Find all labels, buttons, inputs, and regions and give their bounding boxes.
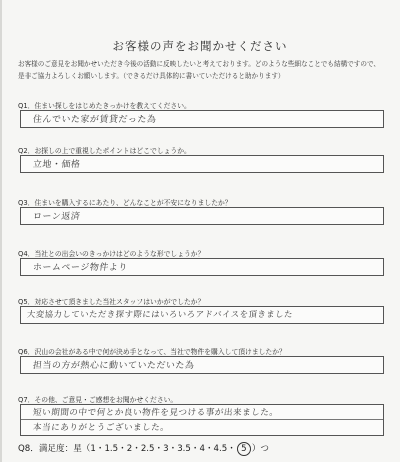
question-2-label: Q2．お探しの上で重視したポイントはどこでしょうか。 (18, 147, 191, 155)
answer-2-box (20, 155, 384, 173)
rating-option-4-5: 4.5 (213, 444, 228, 454)
answer-7-box (20, 404, 384, 436)
rating-separator: ・ (227, 444, 236, 454)
answer-6-text: 担当の方が熱心に動いていただいた為 (32, 361, 195, 371)
answer-4-box (20, 258, 384, 276)
rating-option-1-5: 1.5 (104, 444, 119, 454)
page-title: お客様の声をお聞かせください (112, 39, 288, 53)
rating-options (90, 444, 251, 454)
answer-5-text: 大変協力していただき探す際にはいろいろアドバイスを頂きました (26, 309, 294, 319)
rating-separator: ・ (118, 444, 127, 454)
rating-separator: ・ (168, 444, 178, 454)
rating-option-4: 4 (199, 444, 205, 454)
rating-option-2: 2 (126, 444, 133, 454)
answer-3-text: ローン返済 (32, 212, 81, 222)
question-7-label: Q7．その他、ご意見・ご感想をお聞かせください。 (18, 396, 178, 404)
question-5-label: Q5．対応させて頂きました当社スタッフはいかがでしたか？ (18, 298, 205, 306)
intro-text: お客様のご意見をお聞かせいただき今後の活動に反映したいと考えております。どのような些細なことでも結構ですので、是非ご協力よろしくお願いします。（できるだけ具体的に書いていただけると助かります） (18, 60, 380, 80)
rating-option-selected: 5 (237, 442, 251, 456)
question-3-label: Q3．住まいを購入するにあたり、どんなことが不安になりましたか？ (18, 199, 232, 207)
answer-7-line-2: 本当にありがとうございました。 (32, 423, 170, 433)
question-1-label: Q1．住まい探しをはじめたきっかけを教えてください。 (18, 102, 191, 110)
rating-option-3: 3 (163, 444, 169, 454)
answer-4-text: ホームページ物件より (32, 263, 129, 273)
answer-7-line-1: 短い期間の中で何とか良い物件を見つける事が出来ました。 (32, 408, 279, 418)
answer-5-box (20, 306, 384, 324)
answer-1-text: 住んでいた家が賃貸だった為 (32, 115, 157, 125)
rating-separator: ・ (190, 444, 200, 454)
rating-separator: ・ (132, 444, 141, 454)
answer-1-box (20, 110, 384, 128)
question-8-suffix: ）つ (251, 444, 270, 454)
answer-7-divider (21, 419, 383, 420)
scan-edge (0, 0, 2, 462)
rating-separator: ・ (204, 444, 214, 454)
question-8-rating (18, 442, 269, 456)
answer-6-box (20, 356, 384, 374)
rating-option-3-5: 3.5 (177, 444, 191, 454)
question-8-prefix: Q8．満足度：星（ (18, 444, 91, 454)
answer-3-box (20, 207, 384, 225)
rating-separator: ・ (95, 444, 105, 454)
rating-option-1: 1 (90, 444, 96, 454)
question-4-label: Q4．当社との出会いのきっかけはどのような形でしょうか？ (18, 250, 205, 258)
answer-2-text: 立地・価格 (32, 160, 81, 170)
rating-option-2-5: 2.5 (140, 444, 155, 454)
rating-separator: ・ (154, 444, 164, 454)
question-6-label: Q6．沢山の会社がある中で何が決め手となって、当社で物件を購入して頂けましたか？ (18, 348, 286, 356)
